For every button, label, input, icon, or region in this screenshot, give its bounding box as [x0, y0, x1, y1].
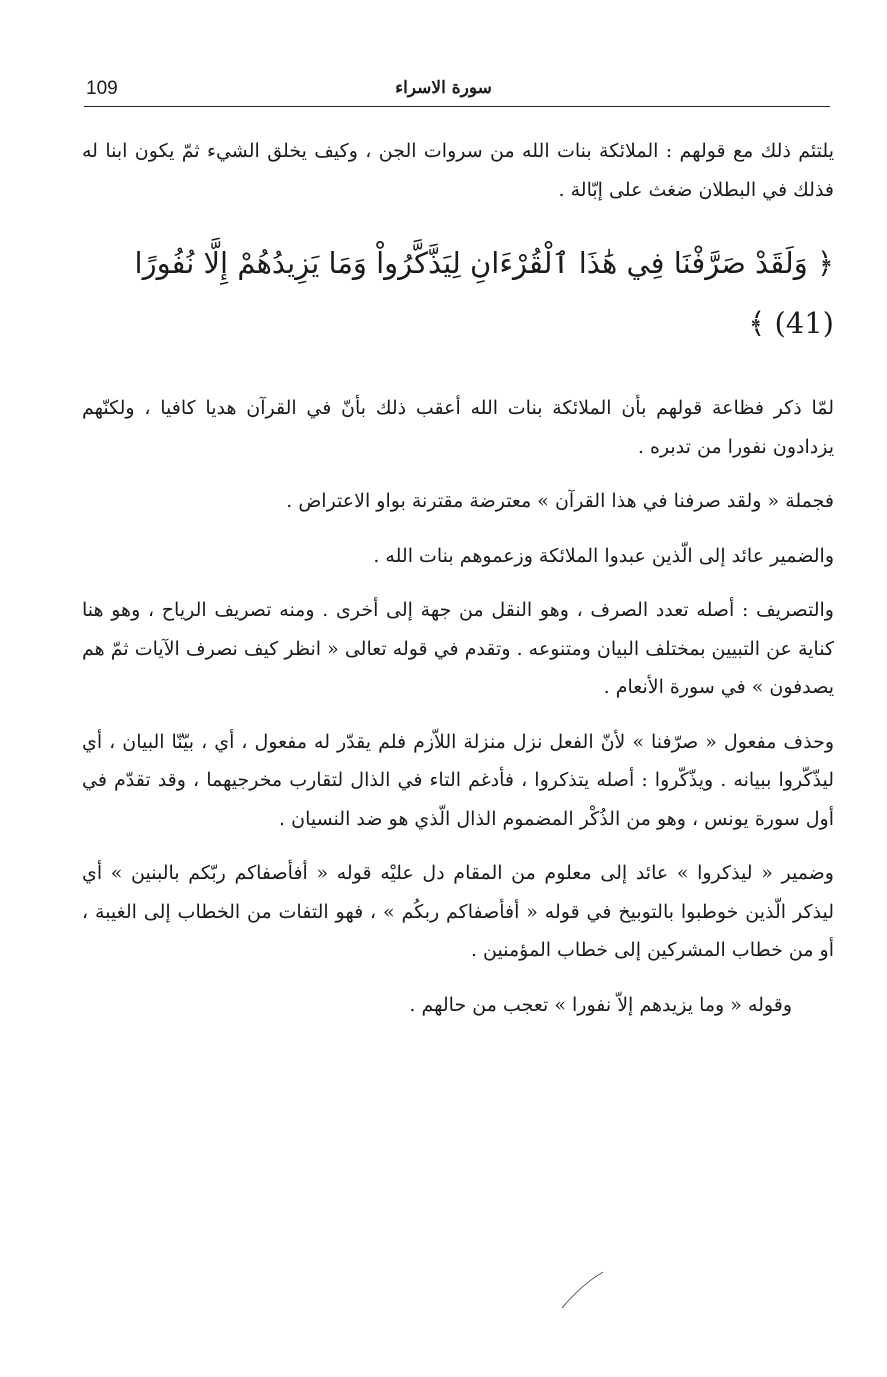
paragraph-6: وحذف مفعول « صرّفنا » لأنّ الفعل نزل منزلة اللاّزم فلم يقدّر له مفعول ، أي ، بيّنّا البيان ، أي ليذّكّروا ببيانه . ويذّكّروا : أصله يتذكروا ، فأدغم التاء في الذال لتقارب مخرجيهما ، وقد تقدّم في أول سورة يونس ، وهو من الذُكْر المضموم الذال الّذي هو ضد النسيان .: [82, 730, 834, 830]
paragraph-4: والضمير عائد إلى الّذين عبدوا الملائكة وزعموهم بنات الله .: [373, 544, 834, 567]
header-divider: [84, 106, 830, 107]
paragraph-5: والتصريف : أصله تعدد الصرف ، وهو النقل من جهة إلى أخرى . ومنه تصريف الرياح ، وهو هنا كناية عن التبيين بمختلف البيان ومتنوعه . وتقدم في قوله تعالى « انظر كيف نصرف الآيات ثمّ هم يصدفون » في سورة الأنعام .: [82, 599, 834, 698]
paragraph-1: يلتئم ذلك مع قولهم : الملائكة بنات الله من سروات الجن ، وكيف يخلق الشيء ثمّ يكون ابنا له فذلك في البطلان ضغث على إبّالة .: [82, 140, 834, 201]
paragraph-8: وقوله « وما يزيدهم إلاّ نفورا » تعجب من حالهم .: [409, 993, 792, 1016]
paragraph-2: لمّا ذكر فظاعة قولهم بأن الملائكة بنات الله أعقب ذلك بأنّ في القرآن هديا كافيا ، ولكنّهم يزدادون نفورا من تدبره .: [82, 397, 834, 458]
paragraph-7: وضمير « ليذكروا » عائد إلى معلوم من المقام دل عليْه قوله « أفأصفاكم ربّكم بالبنين » أي ليذكر الّذين خوطبوا بالتوبيخ في قوله « أفأصفاكم ربكُم » ، فهو التفات من الخطاب إلى الغيبة ، أو من خطاب المشركين إلى خطاب المؤمنين .: [82, 862, 834, 961]
page-body: [82, 132, 834, 1024]
page-number: 109: [86, 78, 118, 99]
running-title: سورة الاسراء: [395, 78, 492, 98]
pen-stroke-mark: [560, 1270, 605, 1310]
quran-verse: ﴿ وَلَقَدْ صَرَّفْنَا فِي هَٰذَا ٱلْقُرْءَانِ لِيَذَّكَّرُواْ وَمَا يَزِيدُهُمْ إِلَّا نُفُورًا (41) ﴾: [134, 246, 834, 340]
paragraph-3: فجملة « ولقد صرفنا في هذا القرآن » معترضة مقترنة بواو الاعتراض .: [286, 490, 834, 512]
